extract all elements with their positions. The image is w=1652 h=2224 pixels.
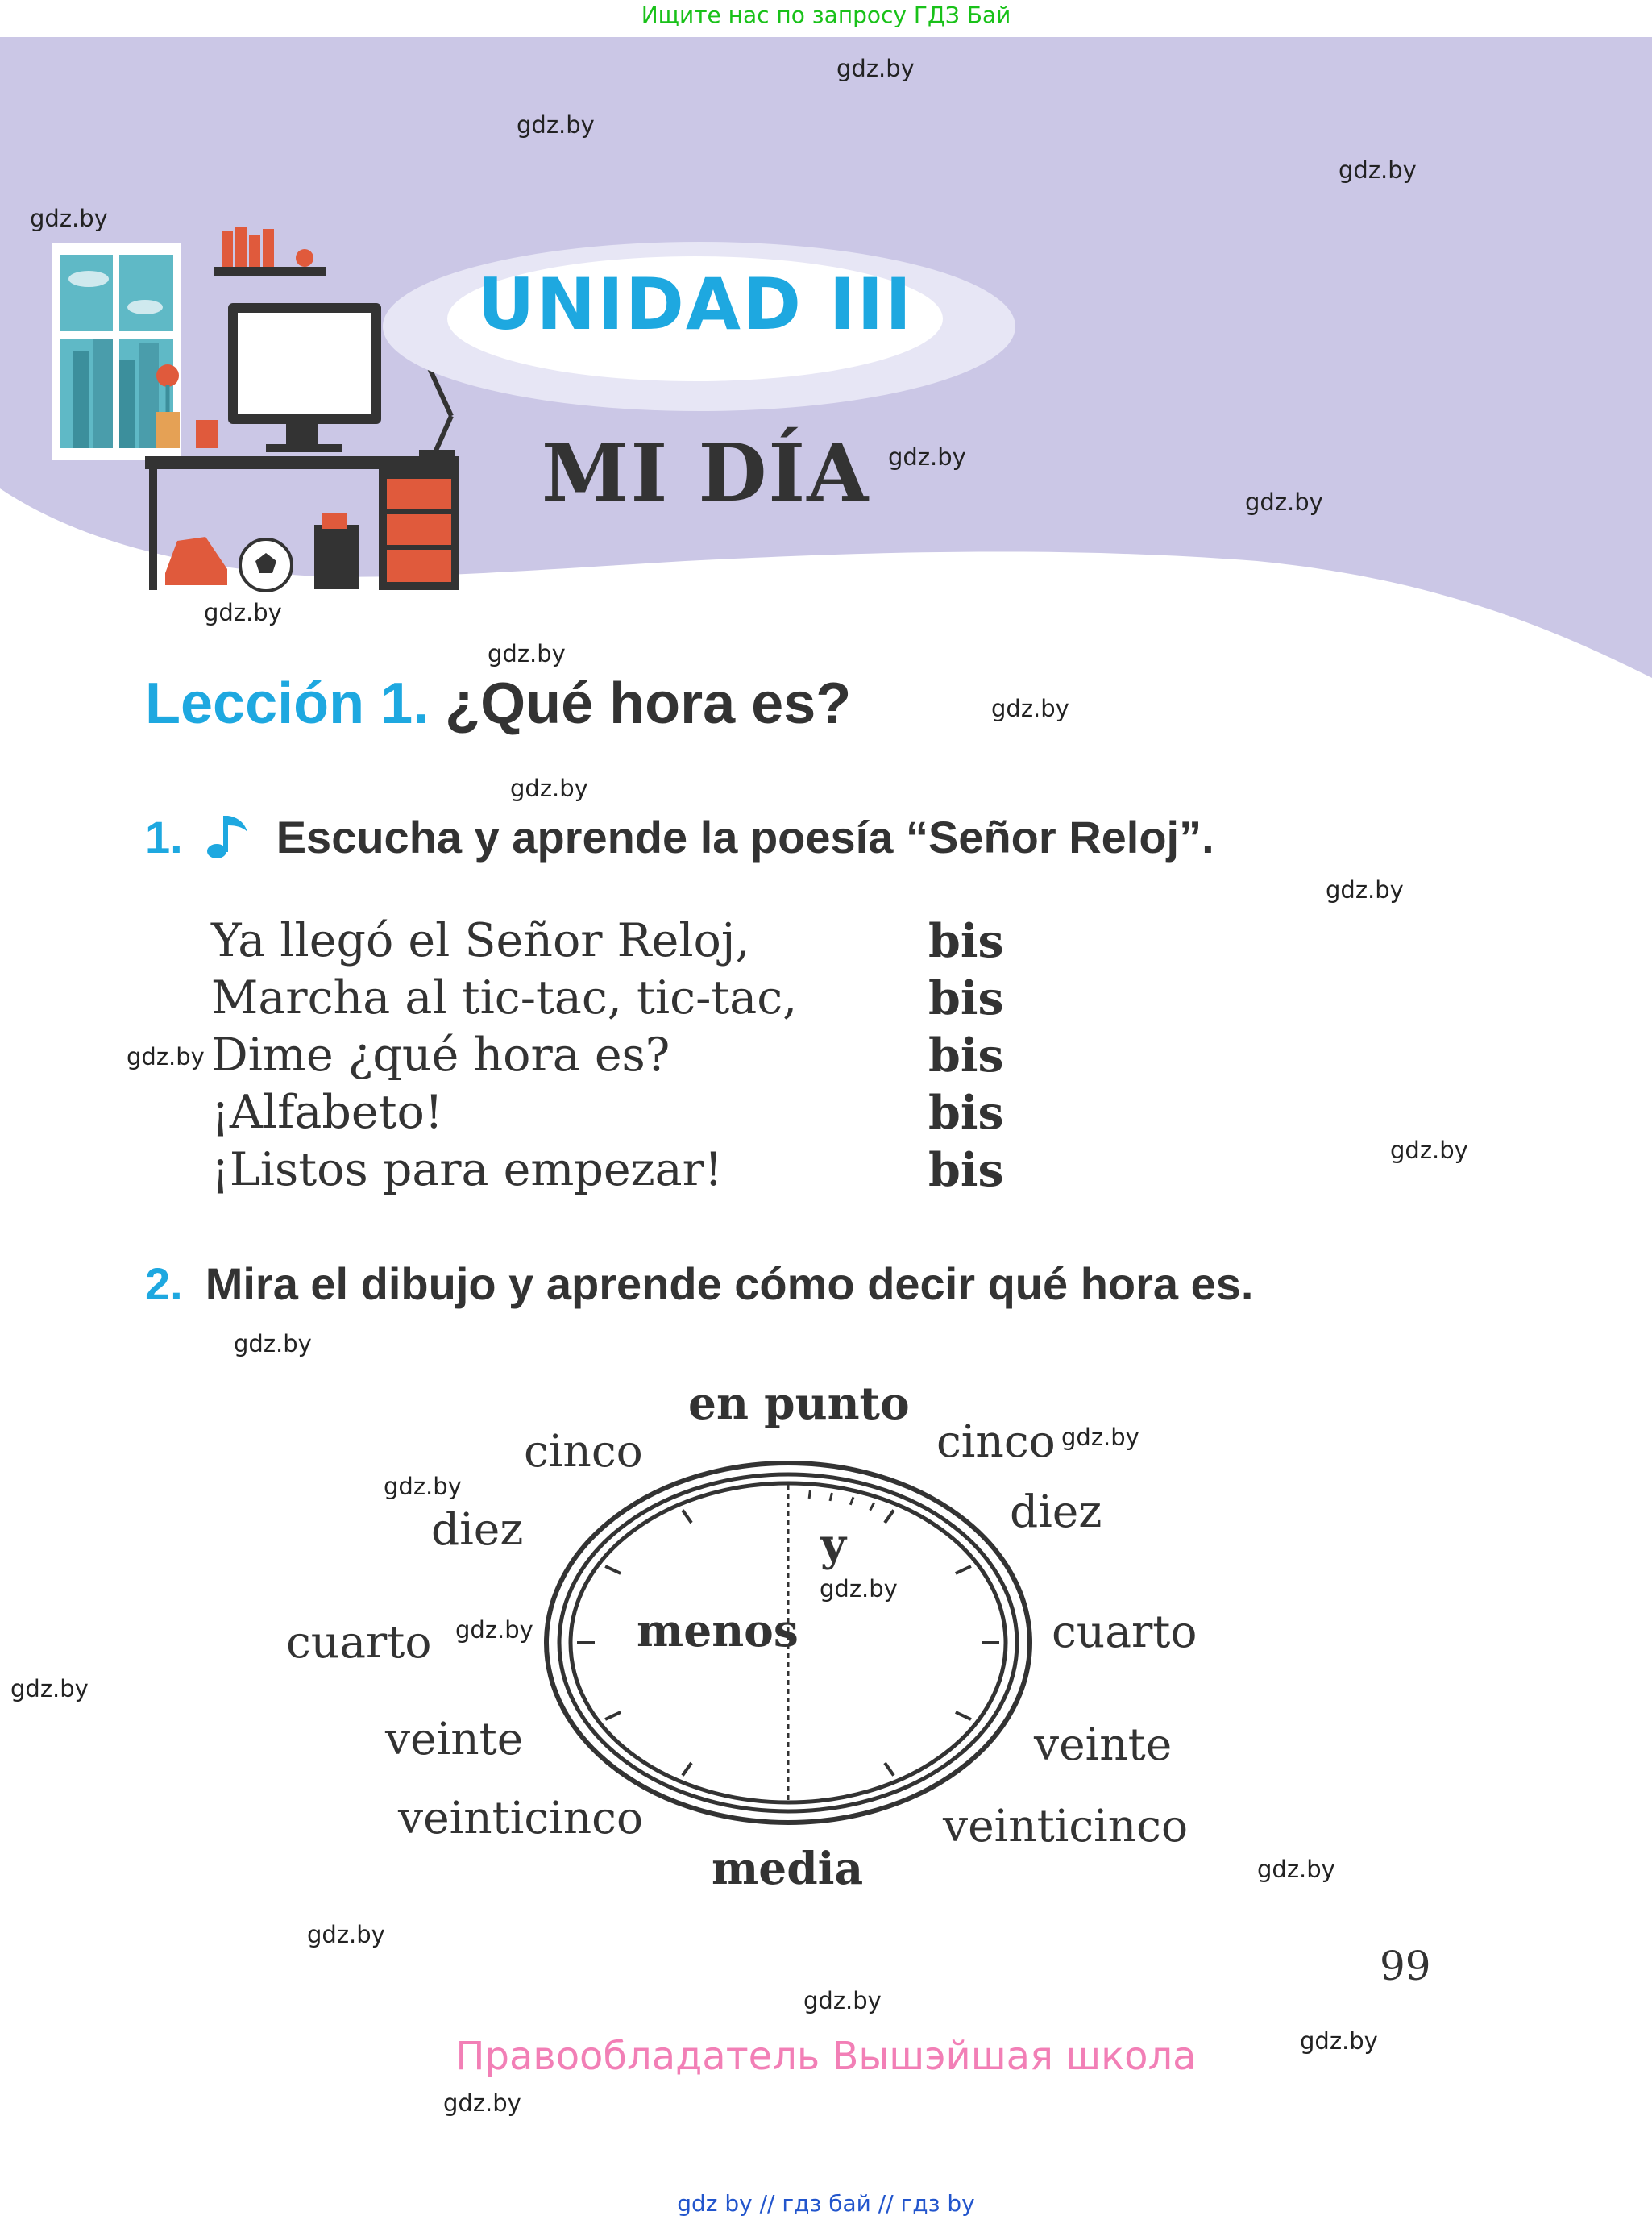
watermark: gdz.by bbox=[517, 111, 595, 139]
footer-links[interactable]: gdz by // гдз бай // гдз by bbox=[677, 2190, 975, 2217]
task-2 bbox=[145, 1257, 1253, 1310]
poem-line: ¡Alfabeto! bbox=[211, 1086, 443, 1139]
clock-hour-tick bbox=[956, 1712, 971, 1719]
watermark: gdz.by bbox=[1339, 156, 1417, 184]
lesson-title: ¿Qué hora es? bbox=[445, 671, 852, 736]
watermark: gdz.by bbox=[1245, 488, 1323, 516]
clock-hour-tick bbox=[605, 1712, 621, 1719]
watermark: gdz.by bbox=[127, 1043, 205, 1070]
page-number: 99 bbox=[1380, 1943, 1431, 1989]
clock-label-left: diez bbox=[431, 1503, 524, 1555]
rights-holder: Правообладатель Вышэйшая школа bbox=[455, 2034, 1197, 2079]
clock-label-right: diez bbox=[1010, 1486, 1102, 1537]
clock-hour-tick bbox=[885, 1510, 894, 1523]
watermark: gdz.by bbox=[455, 1616, 533, 1644]
lesson-number: Lección 1. bbox=[145, 671, 430, 736]
top-banner[interactable]: Ищите нас по запросу ГДЗ Бай bbox=[641, 2, 1011, 28]
poem-bis: bis bbox=[928, 914, 1004, 968]
clock-label-bottom: media bbox=[712, 1842, 864, 1894]
unit-subtitle: MI DÍA bbox=[542, 427, 870, 520]
watermark: gdz.by bbox=[234, 1330, 312, 1357]
clock-label-right: cuarto bbox=[1052, 1606, 1197, 1657]
clock-label-left: cuarto bbox=[286, 1616, 432, 1668]
clock-minute-tick bbox=[850, 1497, 853, 1505]
clock-hour-tick bbox=[885, 1763, 894, 1776]
watermark: gdz.by bbox=[30, 205, 108, 232]
clock-hour-tick bbox=[683, 1510, 691, 1523]
poem-bis: bis bbox=[928, 1086, 1004, 1140]
trash-can-icon bbox=[314, 525, 359, 589]
clock-label-right: veinticinco bbox=[943, 1800, 1189, 1852]
clock-label-right: cinco bbox=[936, 1415, 1056, 1467]
lesson-heading bbox=[145, 671, 851, 737]
clock-hour-tick bbox=[605, 1566, 621, 1573]
watermark: gdz.by bbox=[443, 2089, 521, 2117]
clock-minute-tick bbox=[809, 1490, 810, 1499]
watermark: gdz.by bbox=[991, 695, 1069, 722]
poem-bis: bis bbox=[928, 1143, 1004, 1197]
clock-hour-tick bbox=[956, 1566, 971, 1573]
watermark: gdz.by bbox=[803, 1987, 882, 2014]
clock-label-top: en punto bbox=[688, 1377, 910, 1429]
clock-hour-tick bbox=[683, 1763, 691, 1776]
clock-minute-tick bbox=[870, 1503, 874, 1510]
task-number: 2. bbox=[145, 1258, 183, 1309]
clock-label-menos: menos bbox=[637, 1604, 799, 1657]
unit-title: UNIDAD III bbox=[477, 263, 913, 346]
poem-line: ¡Listos para empezar! bbox=[211, 1143, 723, 1196]
watermark: gdz.by bbox=[307, 1921, 385, 1948]
poem-line: Dime ¿qué hora es? bbox=[211, 1029, 670, 1082]
clock-label-left: veinticinco bbox=[398, 1792, 644, 1844]
watermark: gdz.by bbox=[1257, 1856, 1335, 1883]
watermark: gdz.by bbox=[204, 599, 282, 626]
watermark: gdz.by bbox=[10, 1675, 89, 1702]
poem-bis: bis bbox=[928, 971, 1004, 1025]
watermark: gdz.by bbox=[1061, 1424, 1139, 1451]
poem-bis: bis bbox=[928, 1029, 1004, 1083]
clock-label-right: veinte bbox=[1034, 1719, 1173, 1770]
watermark: gdz.by bbox=[384, 1473, 462, 1500]
watermark: gdz.by bbox=[1300, 2027, 1378, 2055]
watermark: gdz.by bbox=[888, 443, 966, 471]
music-note-icon bbox=[205, 811, 252, 859]
watermark: gdz.by bbox=[1390, 1137, 1468, 1164]
desk-icon bbox=[145, 456, 459, 469]
clock-label-left: cinco bbox=[524, 1425, 643, 1477]
watermark: gdz.by bbox=[1326, 876, 1404, 904]
watermark: gdz.by bbox=[510, 775, 588, 802]
watermark: gdz.by bbox=[488, 640, 566, 667]
clock-label-left: veinte bbox=[385, 1713, 524, 1765]
poem-line: Marcha al tic-tac, tic-tac, bbox=[211, 971, 798, 1025]
task-number: 1. bbox=[145, 812, 183, 863]
clock-label-y: y bbox=[820, 1518, 846, 1570]
poem-line: Ya llegó el Señor Reloj, bbox=[211, 914, 750, 967]
watermark: gdz.by bbox=[836, 55, 915, 82]
watermark: gdz.by bbox=[820, 1575, 898, 1603]
clock-minute-tick bbox=[830, 1493, 832, 1501]
task-text: Mira el dibujo y aprende cómo decir qué hora es. bbox=[205, 1258, 1254, 1309]
task-text: Escucha y aprende la poesía “Señor Reloj”. bbox=[276, 812, 1214, 863]
task-1 bbox=[145, 811, 1214, 863]
